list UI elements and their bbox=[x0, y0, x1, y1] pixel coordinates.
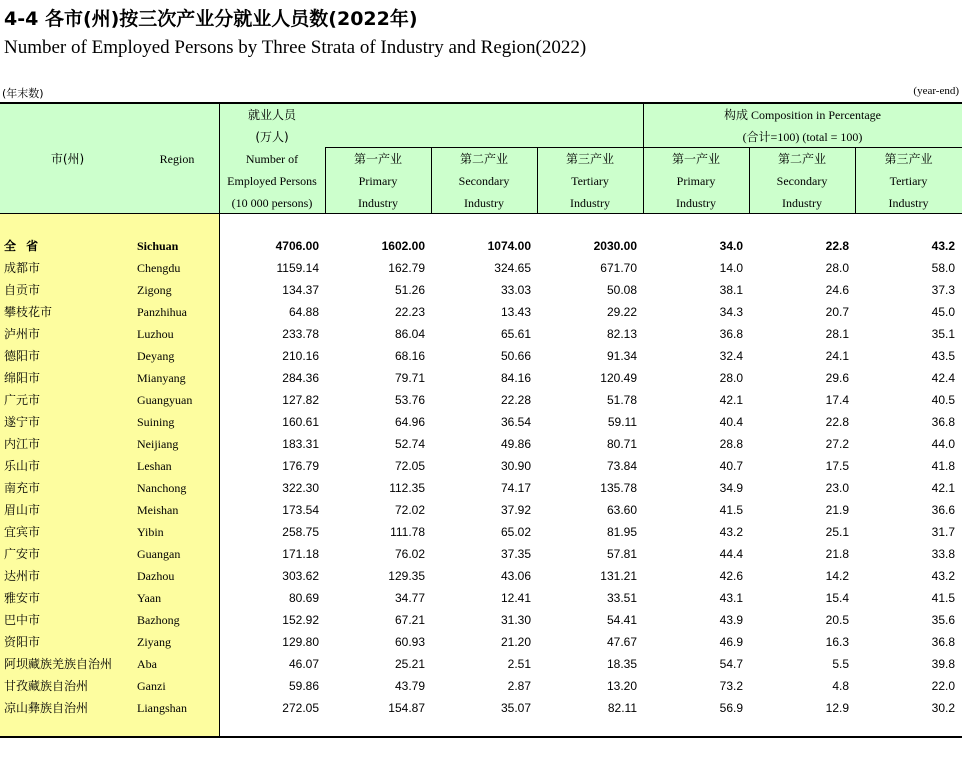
secondary-value: 37.35 bbox=[500, 547, 531, 561]
tertiary-value: 47.67 bbox=[606, 635, 637, 649]
secondary-value: 50.66 bbox=[500, 349, 531, 363]
secondary-pct: 21.9 bbox=[825, 503, 849, 517]
city-name-cn: 遂宁市 bbox=[4, 415, 41, 429]
primary-pct: 43.1 bbox=[719, 591, 743, 605]
header-city: 市(州) bbox=[50, 152, 85, 166]
tertiary-pct: 22.0 bbox=[931, 679, 955, 693]
primary-value: 43.79 bbox=[394, 679, 425, 693]
secondary-value: 35.07 bbox=[500, 701, 531, 715]
primary-pct: 42.6 bbox=[719, 569, 743, 583]
region-name-en: Aba bbox=[137, 657, 157, 671]
primary-pct: 56.9 bbox=[719, 701, 743, 715]
primary-pct: 28.8 bbox=[719, 437, 743, 451]
primary-value: 64.96 bbox=[394, 415, 425, 429]
city-name-cn: 宜宾市 bbox=[4, 525, 41, 539]
tertiary-value: 671.70 bbox=[600, 261, 637, 275]
primary-value: 60.93 bbox=[394, 635, 425, 649]
table-row bbox=[0, 301, 962, 323]
tertiary-value: 135.78 bbox=[600, 481, 637, 495]
employed-total: 210.16 bbox=[282, 349, 319, 363]
tertiary-value: 80.71 bbox=[606, 437, 637, 451]
secondary-pct: 29.6 bbox=[825, 371, 849, 385]
employed-total: 80.69 bbox=[288, 591, 319, 605]
secondary-value: 49.86 bbox=[500, 437, 531, 451]
primary-value: 34.77 bbox=[394, 591, 425, 605]
secondary-value: 30.90 bbox=[500, 459, 531, 473]
table-row bbox=[0, 653, 962, 675]
unit-note-chinese: (年末数) bbox=[2, 87, 44, 100]
header-tertiary: 第三产业 Tertiary Industry bbox=[565, 152, 614, 210]
primary-pct: 28.0 bbox=[719, 371, 743, 385]
tertiary-pct: 58.0 bbox=[931, 261, 955, 275]
header-primary: 第一产业 Primary Industry bbox=[353, 152, 402, 210]
table-body bbox=[0, 235, 962, 719]
secondary-value: 84.16 bbox=[500, 371, 531, 385]
city-name-cn: 内江市 bbox=[4, 437, 41, 451]
tertiary-value: 50.08 bbox=[606, 283, 637, 297]
tertiary-value: 120.49 bbox=[600, 371, 637, 385]
secondary-pct: 24.1 bbox=[825, 349, 849, 363]
primary-value: 72.02 bbox=[394, 503, 425, 517]
secondary-pct: 28.1 bbox=[825, 327, 849, 341]
bottom-rule bbox=[0, 736, 962, 738]
primary-value: 76.02 bbox=[394, 547, 425, 561]
primary-pct: 73.2 bbox=[719, 679, 743, 693]
header-secondary: 第二产业 Secondary Industry bbox=[458, 152, 510, 210]
region-name-en: Mianyang bbox=[137, 371, 186, 385]
secondary-pct: 15.4 bbox=[825, 591, 849, 605]
table-row bbox=[0, 235, 962, 257]
region-name-en: Nanchong bbox=[137, 481, 187, 495]
primary-value: 154.87 bbox=[388, 701, 425, 715]
city-name-cn: 甘孜藏族自治州 bbox=[4, 679, 89, 693]
tertiary-pct: 41.5 bbox=[931, 591, 955, 605]
header-primary-pct: 第一产业 Primary Industry bbox=[671, 152, 720, 210]
primary-pct: 40.7 bbox=[719, 459, 743, 473]
primary-pct: 54.7 bbox=[719, 657, 743, 671]
primary-value: 1602.00 bbox=[381, 239, 425, 253]
region-name-en: Chengdu bbox=[137, 261, 181, 275]
tertiary-pct: 36.8 bbox=[931, 635, 955, 649]
secondary-value: 37.92 bbox=[500, 503, 531, 517]
primary-value: 111.78 bbox=[390, 525, 425, 539]
tertiary-pct: 41.8 bbox=[931, 459, 955, 473]
primary-value: 112.35 bbox=[389, 481, 425, 495]
city-name-cn: 巴中市 bbox=[4, 613, 41, 627]
secondary-pct: 16.3 bbox=[825, 635, 849, 649]
table-row bbox=[0, 257, 962, 279]
table-row bbox=[0, 367, 962, 389]
table-row bbox=[0, 279, 962, 301]
tertiary-pct: 35.1 bbox=[931, 327, 955, 341]
primary-value: 67.21 bbox=[394, 613, 425, 627]
primary-pct: 38.1 bbox=[719, 283, 743, 297]
tertiary-value: 63.60 bbox=[606, 503, 637, 517]
table-row bbox=[0, 477, 962, 499]
tertiary-value: 57.81 bbox=[606, 547, 637, 561]
city-name-cn: 德阳市 bbox=[4, 349, 41, 363]
employed-total: 134.37 bbox=[282, 283, 319, 297]
primary-pct: 44.4 bbox=[719, 547, 743, 561]
table-row bbox=[0, 697, 962, 719]
primary-value: 86.04 bbox=[394, 327, 425, 341]
table-row bbox=[0, 521, 962, 543]
city-name-cn: 乐山市 bbox=[4, 459, 41, 473]
region-name-en: Yaan bbox=[137, 591, 162, 605]
tertiary-pct: 43.5 bbox=[931, 349, 955, 363]
tertiary-value: 131.21 bbox=[600, 569, 637, 583]
header-composition: 构成 Composition in Percentage (合计=100) (total = 100) bbox=[724, 108, 881, 144]
tertiary-value: 73.84 bbox=[606, 459, 637, 473]
primary-pct: 43.2 bbox=[719, 525, 743, 539]
secondary-pct: 17.4 bbox=[825, 393, 849, 407]
region-name-en: Suining bbox=[137, 415, 175, 429]
region-name-en: Ganzi bbox=[137, 679, 166, 693]
region-name-en: Guangyuan bbox=[137, 393, 193, 407]
table-row bbox=[0, 323, 962, 345]
secondary-pct: 17.5 bbox=[825, 459, 849, 473]
tertiary-value: 51.78 bbox=[606, 393, 637, 407]
secondary-pct: 25.1 bbox=[825, 525, 849, 539]
secondary-value: 21.20 bbox=[500, 635, 531, 649]
secondary-value: 43.06 bbox=[500, 569, 531, 583]
city-name-cn: 阿坝藏族羌族自治州 bbox=[4, 657, 113, 671]
secondary-value: 2.87 bbox=[507, 679, 531, 693]
secondary-pct: 20.7 bbox=[825, 305, 849, 319]
table-row bbox=[0, 345, 962, 367]
secondary-value: 1074.00 bbox=[487, 239, 531, 253]
city-name-cn: 资阳市 bbox=[4, 635, 41, 649]
region-name-en: Luzhou bbox=[137, 327, 174, 341]
tertiary-value: 33.51 bbox=[606, 591, 637, 605]
primary-value: 72.05 bbox=[394, 459, 425, 473]
secondary-value: 22.28 bbox=[500, 393, 531, 407]
tertiary-pct: 44.0 bbox=[931, 437, 955, 451]
primary-pct: 41.5 bbox=[719, 503, 743, 517]
tertiary-pct: 43.2 bbox=[931, 239, 955, 253]
table-row bbox=[0, 587, 962, 609]
secondary-value: 31.30 bbox=[500, 613, 531, 627]
primary-value: 25.21 bbox=[394, 657, 425, 671]
secondary-value: 36.54 bbox=[500, 415, 531, 429]
employed-total: 322.30 bbox=[282, 481, 319, 495]
table-row bbox=[0, 565, 962, 587]
unit-note-english: (year-end) bbox=[913, 85, 959, 97]
city-name-cn: 雅安市 bbox=[4, 591, 41, 605]
tertiary-pct: 45.0 bbox=[931, 305, 955, 319]
table-row bbox=[0, 411, 962, 433]
city-name-cn: 达州市 bbox=[4, 569, 41, 583]
header-region: Region bbox=[159, 152, 195, 166]
secondary-pct: 22.8 bbox=[825, 239, 849, 253]
region-name-en: Yibin bbox=[137, 525, 164, 539]
table-row bbox=[0, 499, 962, 521]
secondary-value: 65.02 bbox=[500, 525, 531, 539]
city-name-cn: 绵阳市 bbox=[4, 371, 41, 385]
secondary-pct: 24.6 bbox=[825, 283, 849, 297]
primary-pct: 36.8 bbox=[719, 327, 743, 341]
region-name-en: Neijiang bbox=[137, 437, 179, 451]
city-name-cn: 眉山市 bbox=[4, 503, 41, 517]
secondary-pct: 12.9 bbox=[825, 701, 849, 715]
secondary-value: 324.65 bbox=[494, 261, 531, 275]
secondary-pct: 27.2 bbox=[825, 437, 849, 451]
header-tertiary-pct: 第三产业 Tertiary Industry bbox=[884, 152, 933, 210]
city-name-cn: 成都市 bbox=[4, 261, 41, 275]
tertiary-pct: 37.3 bbox=[931, 283, 955, 297]
tertiary-pct: 42.1 bbox=[931, 481, 955, 495]
tertiary-value: 54.41 bbox=[606, 613, 637, 627]
tertiary-pct: 35.6 bbox=[931, 613, 955, 627]
city-name-cn: 全 省 bbox=[4, 239, 42, 253]
secondary-pct: 21.8 bbox=[825, 547, 849, 561]
region-name-en: Ziyang bbox=[137, 635, 171, 649]
secondary-value: 74.17 bbox=[500, 481, 531, 495]
table-title-chinese: 4-4 各市(州)按三次产业分就业人员数(2022年) bbox=[4, 8, 418, 30]
employed-total: 152.92 bbox=[282, 613, 319, 627]
primary-value: 129.35 bbox=[388, 569, 425, 583]
secondary-pct: 28.0 bbox=[825, 261, 849, 275]
secondary-value: 13.43 bbox=[500, 305, 531, 319]
table-row bbox=[0, 631, 962, 653]
tertiary-value: 59.11 bbox=[607, 415, 637, 429]
employed-total: 127.82 bbox=[282, 393, 319, 407]
tertiary-pct: 40.5 bbox=[931, 393, 955, 407]
primary-pct: 34.3 bbox=[719, 305, 743, 319]
tertiary-pct: 36.8 bbox=[931, 415, 955, 429]
tertiary-pct: 39.8 bbox=[931, 657, 955, 671]
employed-total: 258.75 bbox=[282, 525, 319, 539]
table-row bbox=[0, 675, 962, 697]
tertiary-value: 91.34 bbox=[606, 349, 637, 363]
header-secondary-pct: 第二产业 Secondary Industry bbox=[776, 152, 828, 210]
region-name-en: Zigong bbox=[137, 283, 172, 297]
secondary-value: 33.03 bbox=[500, 283, 531, 297]
employed-total: 233.78 bbox=[282, 327, 319, 341]
primary-value: 51.26 bbox=[394, 283, 425, 297]
city-name-cn: 凉山彝族自治州 bbox=[4, 701, 89, 715]
table-row bbox=[0, 389, 962, 411]
secondary-pct: 14.2 bbox=[825, 569, 849, 583]
secondary-pct: 4.8 bbox=[832, 679, 849, 693]
primary-value: 52.74 bbox=[394, 437, 425, 451]
employed-total: 4706.00 bbox=[275, 239, 319, 253]
employed-total: 59.86 bbox=[288, 679, 319, 693]
primary-pct: 40.4 bbox=[719, 415, 743, 429]
region-name-en: Panzhihua bbox=[137, 305, 187, 319]
secondary-value: 2.51 bbox=[507, 657, 531, 671]
primary-value: 53.76 bbox=[394, 393, 425, 407]
primary-pct: 42.1 bbox=[719, 393, 743, 407]
region-name-en: Deyang bbox=[137, 349, 175, 363]
secondary-pct: 22.8 bbox=[825, 415, 849, 429]
employed-total: 1159.14 bbox=[276, 261, 319, 275]
city-name-cn: 南充市 bbox=[4, 481, 41, 495]
city-name-cn: 攀枝花市 bbox=[4, 305, 53, 319]
tertiary-value: 13.20 bbox=[606, 679, 637, 693]
secondary-value: 65.61 bbox=[500, 327, 531, 341]
city-name-cn: 广元市 bbox=[4, 393, 41, 407]
employed-total: 303.62 bbox=[282, 569, 319, 583]
tertiary-pct: 42.4 bbox=[931, 371, 955, 385]
region-name-en: Bazhong bbox=[137, 613, 180, 627]
table-title-english: Number of Employed Persons by Three Strata of Industry and Region(2022) bbox=[4, 37, 587, 58]
primary-value: 22.23 bbox=[394, 305, 425, 319]
employed-total: 272.05 bbox=[282, 701, 319, 715]
table-row bbox=[0, 455, 962, 477]
tertiary-pct: 30.2 bbox=[931, 701, 955, 715]
employed-total: 171.18 bbox=[282, 547, 319, 561]
employed-total: 46.07 bbox=[288, 657, 319, 671]
region-name-en: Liangshan bbox=[137, 701, 187, 715]
tertiary-value: 82.11 bbox=[607, 701, 637, 715]
secondary-pct: 23.0 bbox=[825, 481, 849, 495]
region-name-en: Dazhou bbox=[137, 569, 175, 583]
primary-pct: 34.9 bbox=[719, 481, 743, 495]
employed-total: 176.79 bbox=[282, 459, 319, 473]
primary-pct: 46.9 bbox=[719, 635, 743, 649]
primary-pct: 32.4 bbox=[719, 349, 743, 363]
city-name-cn: 广安市 bbox=[4, 547, 41, 561]
city-name-cn: 泸州市 bbox=[4, 327, 41, 341]
table-row bbox=[0, 543, 962, 565]
employed-total: 64.88 bbox=[288, 305, 319, 319]
region-name-en: Meishan bbox=[137, 503, 179, 517]
secondary-value: 12.41 bbox=[500, 591, 531, 605]
tertiary-pct: 43.2 bbox=[931, 569, 955, 583]
secondary-pct: 5.5 bbox=[832, 657, 849, 671]
employed-total: 173.54 bbox=[282, 503, 319, 517]
table-row bbox=[0, 609, 962, 631]
primary-pct: 14.0 bbox=[719, 261, 743, 275]
region-name-en: Leshan bbox=[137, 459, 172, 473]
tertiary-pct: 33.8 bbox=[931, 547, 955, 561]
tertiary-value: 18.35 bbox=[606, 657, 637, 671]
tertiary-value: 2030.00 bbox=[593, 239, 637, 253]
primary-value: 162.79 bbox=[388, 261, 425, 275]
primary-value: 68.16 bbox=[394, 349, 425, 363]
primary-pct: 43.9 bbox=[719, 613, 743, 627]
region-name-en: Sichuan bbox=[137, 239, 179, 253]
tertiary-pct: 36.6 bbox=[931, 503, 955, 517]
header-employed: 就业人员 (万人) Number of Employed Persons (10 000 persons) bbox=[227, 108, 317, 210]
tertiary-value: 81.95 bbox=[606, 525, 637, 539]
tertiary-value: 29.22 bbox=[606, 305, 637, 319]
employed-total: 183.31 bbox=[282, 437, 319, 451]
tertiary-value: 82.13 bbox=[606, 327, 637, 341]
primary-pct: 34.0 bbox=[719, 239, 743, 253]
employed-total: 129.80 bbox=[282, 635, 319, 649]
employed-total: 284.36 bbox=[282, 371, 319, 385]
secondary-pct: 20.5 bbox=[825, 613, 849, 627]
city-name-cn: 自贡市 bbox=[4, 283, 41, 297]
region-name-en: Guangan bbox=[137, 547, 181, 561]
table-row bbox=[0, 433, 962, 455]
primary-value: 79.71 bbox=[394, 371, 425, 385]
tertiary-pct: 31.7 bbox=[931, 525, 955, 539]
employed-total: 160.61 bbox=[282, 415, 319, 429]
